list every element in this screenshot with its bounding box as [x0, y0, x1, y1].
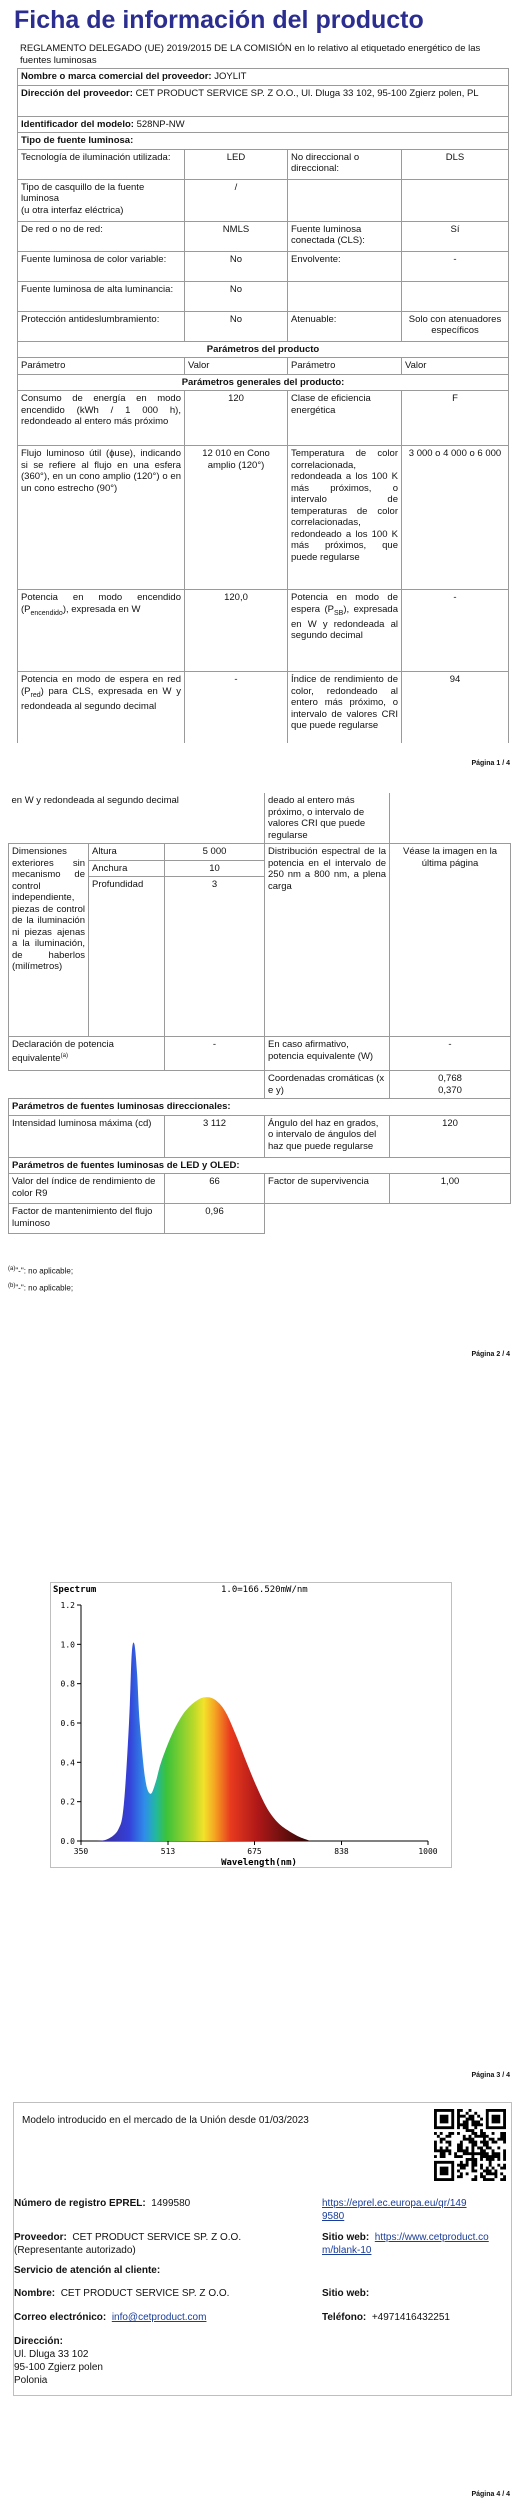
width-value: 10	[165, 860, 265, 877]
led-header: Parámetros de fuentes luminosas de LED y OLED:	[9, 1157, 511, 1174]
efficiency-class-label: Clase de eficiencia energética	[288, 391, 402, 446]
intensity-label: Intensidad luminosa máxima (cd)	[9, 1115, 165, 1157]
lumen-maintenance-value: 0,96	[165, 1204, 265, 1234]
flux-value: 12 010 en Cono amplio (120°)	[185, 446, 288, 590]
page-number: Página 3 / 4	[471, 2072, 510, 2079]
address-row	[18, 85, 509, 116]
y-tick-label: 0.8	[60, 1679, 75, 1689]
tech-label: Tecnología de iluminación utilizada:	[18, 149, 185, 179]
beam-angle-value: 120	[390, 1115, 511, 1157]
col-param: Parámetro	[288, 358, 402, 375]
net-standby-value: -	[185, 672, 288, 744]
service-website-row	[322, 2287, 369, 2300]
dimensions-label: Dimensiones exteriores sin mecanismo de control independiente, piezas de control de la iluminación ni piezas ajenas a la iluminación, de haberlos (milímetros)	[9, 844, 89, 1037]
eprel-link[interactable]: https://eprel.ec.europa.eu/qr/1499580	[322, 2198, 467, 2222]
phone-value: +4971416432251	[371, 2312, 450, 2323]
y-tick-label: 0.2	[60, 1797, 75, 1807]
model-row	[18, 116, 509, 133]
dimmable-value: Solo con atenuadores específicos	[402, 311, 509, 341]
website-link[interactable]: https://www.cetproduct.com/blank-10	[322, 2232, 489, 2256]
eprel-card	[13, 2102, 512, 2396]
spectrum-area	[97, 1643, 311, 1841]
empty-cell	[402, 179, 509, 221]
eprel-row	[14, 2197, 190, 2210]
connected-value: Sí	[402, 221, 509, 251]
footnote-a: $^{(a)}$"-": no aplicable;	[8, 1266, 74, 1276]
efficiency-class-value: F	[402, 391, 509, 446]
equivalent-power-label: En caso afirmativo, potencia equivalente (W)	[265, 1037, 390, 1071]
depth-label: Profundidad	[89, 877, 165, 1037]
survival-label: Factor de supervivencia	[265, 1174, 390, 1204]
empty-cell	[390, 793, 511, 844]
params-header: Parámetros del producto	[18, 341, 509, 358]
on-power-value: 120,0	[185, 590, 288, 672]
directional-header: Parámetros de fuentes luminosas direccionales:	[9, 1099, 511, 1116]
eprel-label: Número de registro EPREL:	[14, 2198, 146, 2209]
spd-label: Distribución espectral de la potencia en el intervalo de 250 nm a 800 nm, a plena carga	[265, 844, 390, 1037]
empty-cell	[390, 1204, 511, 1234]
width-label: Anchura	[89, 860, 165, 877]
page1-info-table	[17, 68, 509, 743]
service-name-value: CET PRODUCT SERVICE SP. Z O.O.	[60, 2288, 230, 2299]
email-row	[14, 2311, 206, 2324]
market-date: Modelo introducido en el mercado de la Unión desde 01/03/2023	[22, 2115, 309, 2126]
supplier-value: JOYLIT	[214, 71, 247, 82]
cri-continued: deado al entero más próximo, o intervalo de valores CRI que puede regularse	[265, 793, 390, 844]
spd-value: Véase la imagen en la última página	[390, 844, 511, 1037]
provider-label: Proveedor:	[14, 2232, 67, 2243]
empty-cell	[265, 1204, 390, 1234]
colour-tunable-value: No	[185, 251, 288, 281]
chart-title: Spectrum	[53, 1585, 97, 1595]
cap-label: Tipo de casquillo de la fuente luminosa (u otra interfaz eléctrica)	[18, 179, 185, 221]
y-tick-label: 1.2	[60, 1601, 75, 1610]
y-tick-label: 0.0	[60, 1837, 75, 1846]
service-header: Servicio de atención al cliente:	[14, 2265, 161, 2276]
beam-angle-label: Ángulo del haz en grados, o intervalo de ángulos del haz que puede regularse	[265, 1115, 390, 1157]
provider-value: CET PRODUCT SERVICE SP. Z O.O. (Representante autorizado)	[14, 2232, 242, 2256]
connected-label: Fuente luminosa conectada (CLS):	[288, 221, 402, 251]
eprel-value: 1499580	[151, 2198, 191, 2209]
height-value: 5 000	[165, 844, 265, 861]
anti-glare-value: No	[185, 311, 288, 341]
page1-table-area	[0, 68, 518, 743]
page-number: Página 4 / 4	[471, 2491, 510, 2498]
service-name-label: Nombre:	[14, 2288, 56, 2299]
on-power-label: Potencia en modo encendido $(P_{encendido})$, expresada en W	[18, 590, 185, 672]
service-name-row	[14, 2287, 229, 2300]
mains-value: NMLS	[185, 221, 288, 251]
website-label: Sitio web:	[322, 2232, 370, 2243]
cap-value: /	[185, 179, 288, 221]
footnote-b: $^{(b)}$"-": no aplicable;	[8, 1283, 74, 1293]
x-tick-label: 350	[73, 1847, 89, 1856]
email-link[interactable]: info@cetproduct.com	[111, 2312, 207, 2323]
address-line-2: 95-100 Zgierz polen	[14, 2362, 103, 2373]
col-value: Valor	[402, 358, 509, 375]
col-value: Valor	[185, 358, 288, 375]
page2-table-area	[0, 793, 518, 1263]
general-params-header: Parámetros generales del producto:	[18, 374, 509, 391]
y-tick-label: 0.4	[60, 1758, 75, 1768]
sheet-title: Ficha de información del producto	[14, 6, 424, 34]
high-luminance-label: Fuente luminosa de alta luminancia:	[18, 281, 185, 311]
chart-annotation: 1.0=166.520mW/nm	[221, 1585, 308, 1595]
net-standby-label: Potencia en modo de espera en red $(P_{red})$ para CLS, expresada en W y redondeada al segundo decimal	[18, 672, 185, 744]
equivalent-power-decl-value: -	[165, 1037, 265, 1071]
provider-row	[14, 2231, 299, 2257]
y-tick-label: 0.6	[60, 1719, 75, 1728]
col-param: Parámetro	[18, 358, 185, 375]
cct-value: 3 000 o 4 000 o 6 000	[402, 446, 509, 590]
spectrum-chart	[51, 1583, 451, 1867]
phone-label: Teléfono:	[322, 2312, 367, 2323]
page2-info-table	[8, 793, 511, 1234]
survival-value: 1,00	[390, 1174, 511, 1204]
x-axis-label: Wavelength(nm)	[221, 1858, 297, 1867]
r9-label: Valor del índice de rendimiento de color R9	[9, 1174, 165, 1204]
standby-value: -	[402, 590, 509, 672]
empty-cell	[288, 179, 402, 221]
x-tick-label: 1000	[418, 1847, 438, 1856]
intensity-value: 3 112	[165, 1115, 265, 1157]
energy-value: 120	[185, 391, 288, 446]
chromaticity-label: Coordenadas cromáticas (x e y)	[265, 1071, 390, 1099]
depth-value: 3	[165, 877, 265, 1037]
model-value: 528NP-NW	[136, 118, 185, 130]
r9-value: 66	[165, 1174, 265, 1204]
energy-label: Consumo de energía en modo encendido (kWh / 1 000 h), redondeado al entero más próximo	[18, 391, 185, 446]
source-type-header: Tipo de fuente luminosa:	[18, 133, 509, 150]
chromaticity-value: 0,768 0,370	[390, 1071, 511, 1099]
high-luminance-value: No	[185, 281, 288, 311]
page-number: Página 2 / 4	[471, 1351, 510, 1358]
lumen-maintenance-label: Factor de mantenimiento del flujo luminoso	[9, 1204, 165, 1234]
height-label: Altura	[89, 844, 165, 861]
empty-cell	[402, 281, 509, 311]
envelope-label: Envolvente:	[288, 251, 402, 281]
x-tick-label: 675	[247, 1847, 262, 1856]
dimmable-label: Atenuable:	[288, 311, 402, 341]
regulation-text: REGLAMENTO DELEGADO (UE) 2019/2015 DE LA COMISIÓN en lo relativo al etiquetado energético de las fuentes luminosas	[20, 43, 481, 66]
email-label: Correo electrónico:	[14, 2312, 107, 2323]
nondir-value: DLS	[402, 149, 509, 179]
address-line-1: Ul. Dluga 33 102	[14, 2349, 89, 2360]
y-tick-label: 1.0	[60, 1640, 75, 1650]
equivalent-power-decl-label: Declaración de potencia equivalente$^{(a)}$	[9, 1037, 165, 1071]
equivalent-power-value: -	[390, 1037, 511, 1071]
supplier-label: Nombre o marca comercial del proveedor:	[21, 71, 212, 82]
spectrum-plot-frame	[50, 1582, 452, 1868]
phone-row	[322, 2311, 450, 2324]
service-website-label: Sitio web:	[322, 2288, 370, 2299]
standby-label: Potencia en modo de espera $(P_{SB})$, expresada en W y redondeada al segundo decimal	[288, 590, 402, 672]
model-label: Identificador del modelo:	[21, 118, 134, 130]
address-label: Dirección del proveedor:	[21, 87, 133, 99]
empty-cell	[9, 1071, 265, 1099]
qr-modules	[434, 2109, 506, 2181]
colour-tunable-label: Fuente luminosa de color variable:	[18, 251, 185, 281]
supplier-row	[18, 69, 509, 86]
anti-glare-label: Protección antideslumbramiento:	[18, 311, 185, 341]
x-tick-label: 838	[334, 1847, 349, 1856]
empty-cell	[288, 281, 402, 311]
envelope-value: -	[402, 251, 509, 281]
qr-code-icon[interactable]	[434, 2109, 506, 2181]
cct-label: Temperatura de color correlacionada, redondeada a los 100 K más próximos, o intervalo de temperaturas de color correlacionadas, redondeado a los 100 K más próximos, que puede regularse	[288, 446, 402, 590]
website-row	[322, 2231, 497, 2257]
tech-value: LED	[185, 149, 288, 179]
nondir-label: No direccional o direccional:	[288, 149, 402, 179]
address-line-3: Polonia	[14, 2375, 48, 2386]
cri-value: 94	[402, 672, 509, 744]
flux-label: Flujo luminoso útil (ɸuse), indicando si se refiere al flujo en una esfera (360°), en un cono amplio (120°) o en un cono estrecho (90°)	[18, 446, 185, 590]
x-tick-label: 513	[160, 1847, 176, 1856]
cri-label: Índice de rendimiento de color, redondeado al entero más próximo, o intervalo de valores CRI que puede regularse	[288, 672, 402, 744]
address-label: Dirección:	[14, 2336, 63, 2347]
address-value: CET PRODUCT SERVICE SP. Z O.O., Ul. Dluga 33 102, 95-100 Zgierz polen, PL	[135, 87, 479, 99]
standby-continued: en W y redondeada al segundo decimal	[9, 793, 265, 844]
page-number: Página 1 / 4	[471, 760, 510, 767]
mains-label: De red o no de red:	[18, 221, 185, 251]
